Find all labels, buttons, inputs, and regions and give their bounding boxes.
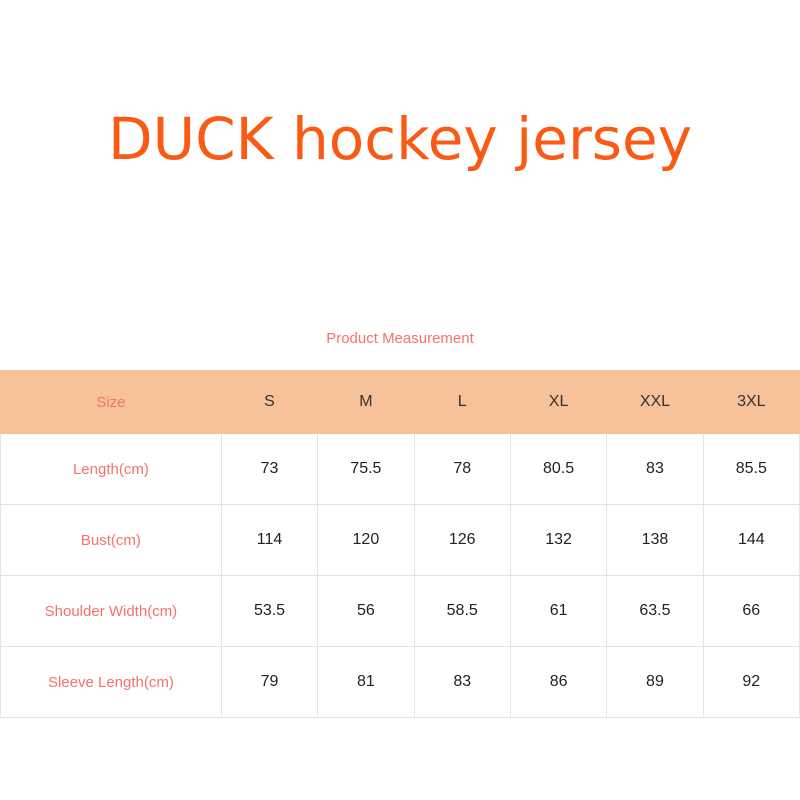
header-cell-s: S [221,371,317,434]
row-label-shoulder-width: Shoulder Width(cm) [1,576,222,647]
cell-shoulder-xl: 61 [510,576,606,647]
size-chart-table [0,370,800,718]
header-cell-m: M [318,371,414,434]
cell-sleeve-3xl: 92 [703,647,799,718]
cell-sleeve-m: 81 [318,647,414,718]
cell-bust-3xl: 144 [703,505,799,576]
table-row [1,647,800,718]
cell-shoulder-l: 58.5 [414,576,510,647]
cell-sleeve-s: 79 [221,647,317,718]
header-cell-xxl: XXL [607,371,703,434]
cell-shoulder-xxl: 63.5 [607,576,703,647]
cell-length-xl: 80.5 [510,434,606,505]
row-label-bust: Bust(cm) [1,505,222,576]
cell-shoulder-3xl: 66 [703,576,799,647]
row-label-length: Length(cm) [1,434,222,505]
row-label-sleeve-length: Sleeve Length(cm) [1,647,222,718]
cell-length-xxl: 83 [607,434,703,505]
table-caption: Product Measurement [326,330,474,347]
table-body [1,434,800,718]
header-cell-l: L [414,371,510,434]
header-cell-3xl: 3XL [703,371,799,434]
cell-sleeve-l: 83 [414,647,510,718]
page-title: DUCK hockey jersey [107,105,693,173]
cell-sleeve-xxl: 89 [607,647,703,718]
cell-length-3xl: 85.5 [703,434,799,505]
cell-length-s: 73 [221,434,317,505]
size-table-container [0,370,800,718]
header-cell-size: Size [1,371,222,434]
table-row [1,434,800,505]
cell-bust-xxl: 138 [607,505,703,576]
cell-bust-m: 120 [318,505,414,576]
cell-shoulder-s: 53.5 [221,576,317,647]
table-row [1,576,800,647]
cell-sleeve-xl: 86 [510,647,606,718]
cell-bust-l: 126 [414,505,510,576]
table-header-row [1,371,800,434]
cell-length-l: 78 [414,434,510,505]
table-row [1,505,800,576]
cell-bust-xl: 132 [510,505,606,576]
table-header [1,371,800,434]
header-cell-xl: XL [510,371,606,434]
cell-shoulder-m: 56 [318,576,414,647]
cell-length-m: 75.5 [318,434,414,505]
cell-bust-s: 114 [221,505,317,576]
